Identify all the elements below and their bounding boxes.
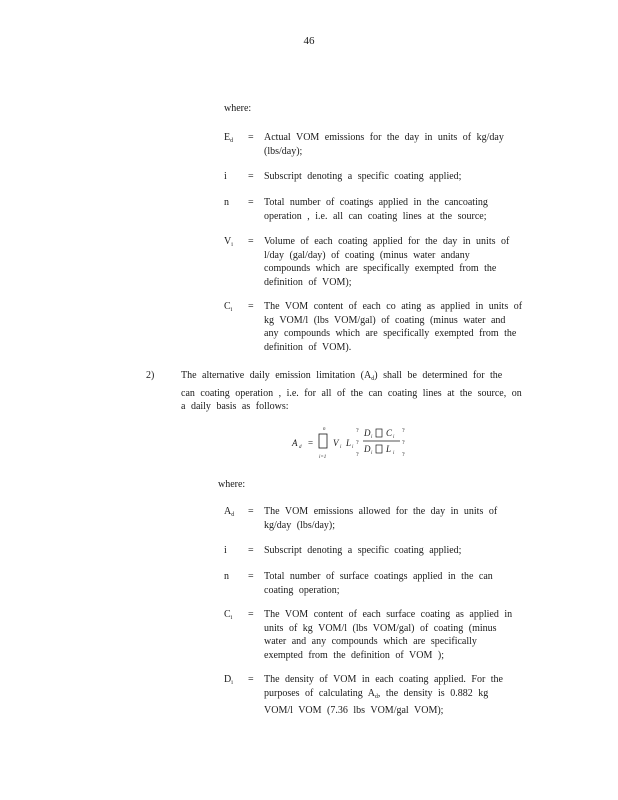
definition-symbol: n bbox=[224, 197, 229, 208]
definition-ed bbox=[224, 131, 504, 158]
denominator-d-sub: i bbox=[371, 451, 373, 456]
definition-n-2 bbox=[224, 570, 493, 597]
bracket-bottom-right: ? bbox=[402, 452, 405, 458]
bracket-mid-left: ? bbox=[356, 440, 359, 446]
formula-term2-sub: i bbox=[352, 445, 354, 450]
denominator-d: D bbox=[364, 444, 371, 454]
definition-symbol: n bbox=[224, 571, 229, 582]
equals-sign: = bbox=[248, 197, 254, 208]
definition-text: The VOM emissions allowed for the day in units of kg/day (lbs/day); bbox=[264, 506, 498, 531]
bracket-top-left: ? bbox=[356, 428, 359, 434]
where-label-1: where: bbox=[224, 103, 252, 114]
definition-text: The VOM content of each co ating as applied in units of kg VOM/l (lbs VOM/gal) of coating (minus water and any compounds which are specifically exempted from the definition of VOM). bbox=[264, 301, 523, 353]
definition-text: Total number of coatings applied in the cancoating operation , i.e. all can coating lines at the source; bbox=[264, 197, 488, 222]
equals-sign: = bbox=[248, 571, 254, 582]
formula-lhs-sub: d bbox=[299, 445, 302, 450]
formula-term-sub: i bbox=[340, 445, 342, 450]
alternative-limit-formula bbox=[290, 422, 420, 464]
definition-symbol: $E_d$ bbox=[224, 132, 234, 144]
definition-i-2 bbox=[224, 544, 461, 558]
equals-sign: = bbox=[248, 132, 254, 143]
equals-sign: = bbox=[248, 171, 254, 182]
numerator-c-sub: i bbox=[393, 435, 395, 440]
definition-symbol: $V_i$ bbox=[224, 236, 233, 248]
definition-symbol: $C_i$ bbox=[224, 609, 233, 621]
bracket-top-right: ? bbox=[402, 428, 405, 434]
numerator-d-sub: i bbox=[371, 435, 373, 440]
definition-vi bbox=[224, 235, 509, 289]
definition-ci-2 bbox=[224, 608, 512, 662]
where-label-2: where: bbox=[218, 479, 246, 490]
definition-text: Subscript denoting a specific coating applied; bbox=[264, 545, 462, 556]
page-number: 46 bbox=[303, 35, 315, 47]
definition-symbol: i bbox=[224, 545, 227, 556]
equals-sign: = bbox=[248, 301, 254, 312]
definition-n bbox=[224, 196, 488, 223]
item-number: 2) bbox=[146, 370, 155, 381]
numerator-d: D bbox=[364, 428, 371, 438]
formula-graphic bbox=[290, 422, 420, 464]
bracket-mid-right: ? bbox=[402, 440, 405, 446]
sum-lower: i=1 bbox=[319, 455, 327, 460]
definition-text: Volume of each coating applied for the day in units of l/day (gal/day) of coating (minus water andany compounds which are specifically exempted from the definition of VOM); bbox=[264, 236, 510, 288]
definition-text: Subscript denoting a specific coating applied; bbox=[264, 171, 462, 182]
definition-symbol: $C_i$ bbox=[224, 301, 233, 313]
formula-term2: L bbox=[346, 438, 352, 448]
operator-box-icon bbox=[376, 445, 382, 453]
formula-lhs: A bbox=[292, 438, 298, 448]
operator-box-icon bbox=[376, 429, 382, 437]
definition-ad bbox=[224, 505, 497, 532]
formula-equals: = bbox=[308, 438, 314, 448]
definition-symbol: $A_d$ bbox=[224, 506, 235, 518]
definition-ci bbox=[224, 300, 522, 354]
definition-text: Total number of surface coatings applied in the can coating operation; bbox=[264, 571, 493, 596]
definition-i bbox=[224, 170, 461, 184]
item-paragraph: The alternative daily emission limitation $(A_d)$ shall be determined for the can coating operation , i.e. for all of the can coating lines at the source, on a daily basis as follows: bbox=[181, 370, 522, 412]
equals-sign: = bbox=[248, 609, 254, 620]
equals-sign: = bbox=[248, 236, 254, 247]
equals-sign: = bbox=[248, 674, 254, 685]
definition-text: The density of VOM in each coating applied. For the purposes of calculating $A_d$, the density is 0.882 kg VOM/l VOM (7.36 lbs VOM/gal VOM); bbox=[264, 674, 503, 716]
definition-text: The VOM content of each surface coating as applied in units of kg VOM/l (lbs VOM/gal) of coating (minus water and any compounds which are specifically exempted from the definition of VOM ); bbox=[264, 609, 513, 661]
equals-sign: = bbox=[248, 506, 254, 517]
summation-icon bbox=[319, 434, 327, 448]
definition-di bbox=[224, 673, 503, 718]
numerator-c: C bbox=[386, 428, 393, 438]
denominator-l: L bbox=[386, 444, 392, 454]
bracket-bottom-left: ? bbox=[356, 452, 359, 458]
definition-symbol: i bbox=[224, 171, 227, 182]
definition-symbol: $D_i$ bbox=[224, 674, 233, 686]
equals-sign: = bbox=[248, 545, 254, 556]
definition-text: Actual VOM emissions for the day in units of kg/day (lbs/day); bbox=[264, 132, 504, 157]
formula-term: V bbox=[333, 438, 339, 448]
denominator-l-sub: i bbox=[393, 451, 395, 456]
sum-upper: n bbox=[323, 427, 326, 432]
